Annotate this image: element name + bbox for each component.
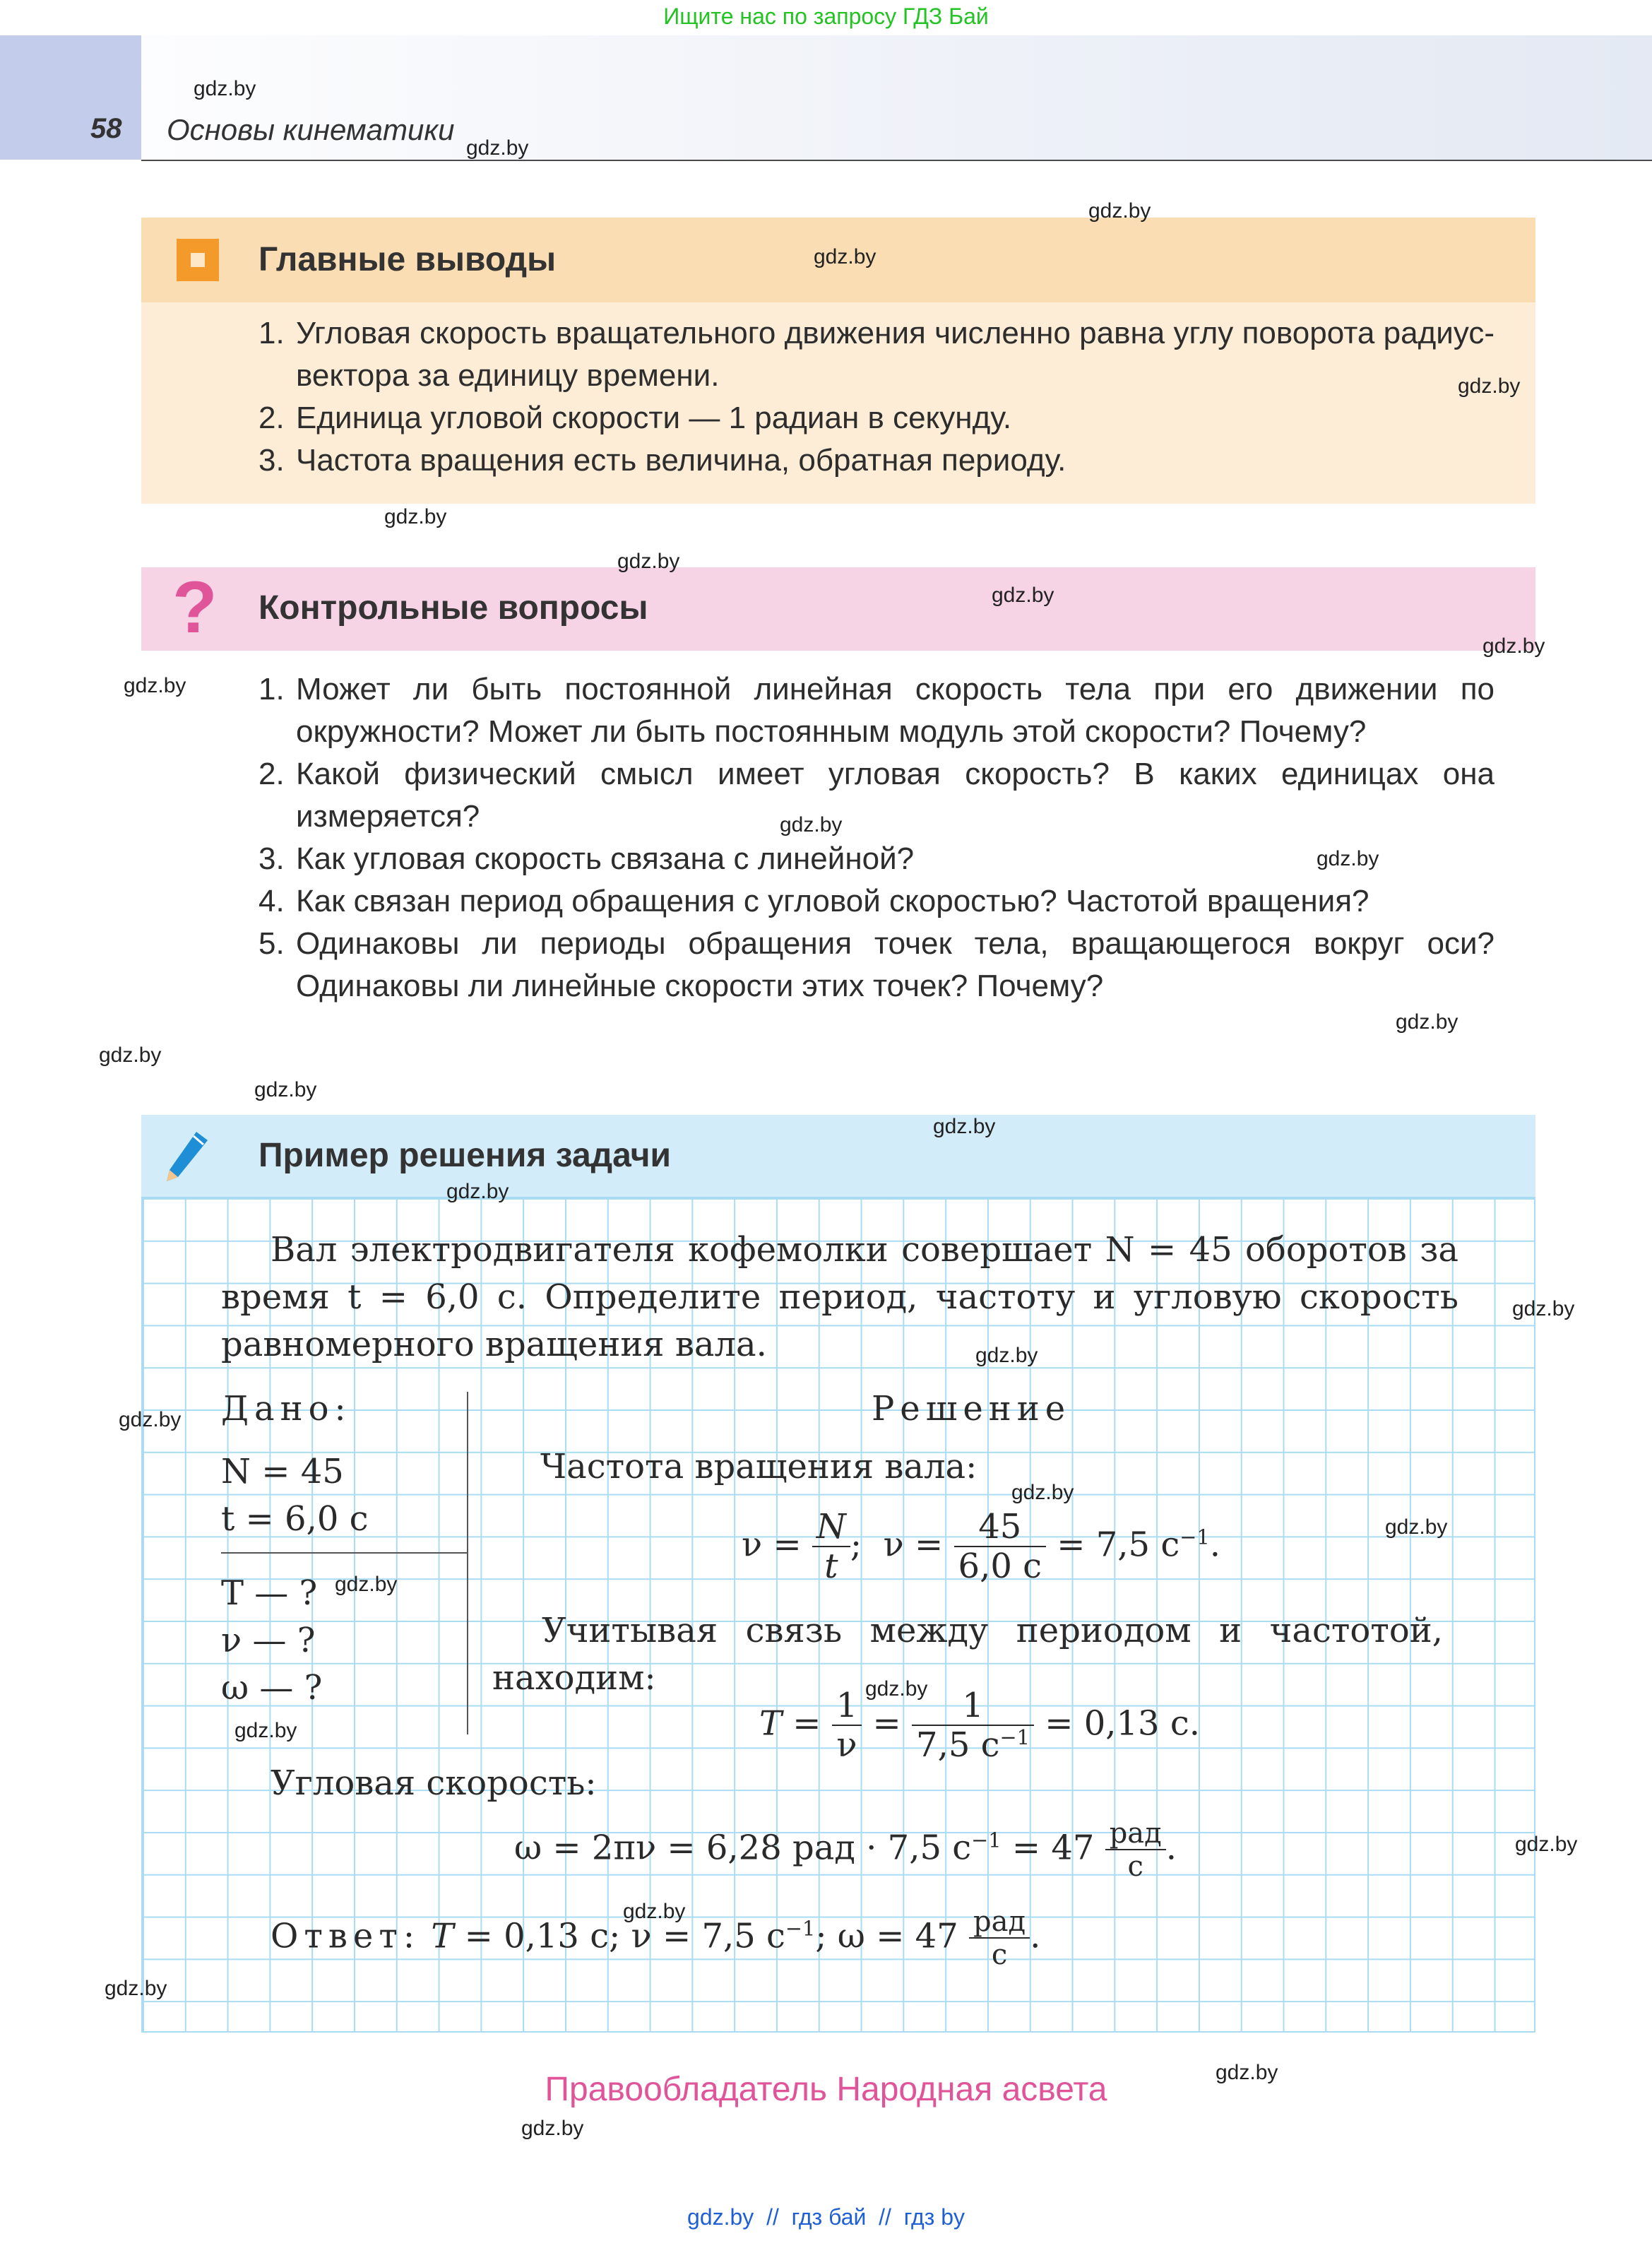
find-values bbox=[221, 1570, 322, 1712]
header-divider bbox=[141, 160, 1652, 161]
watermark: gdz.by bbox=[623, 1900, 686, 1923]
watermark: gdz.by bbox=[975, 1344, 1038, 1367]
watermark: gdz.by bbox=[617, 550, 680, 573]
main-conclusions-list bbox=[259, 312, 1494, 482]
watermark: gdz.by bbox=[105, 1977, 167, 2000]
list-item: 1. Угловая скорость вращательного движения численно равна углу поворота радиус-вектора за единицу времени. bbox=[259, 316, 1494, 393]
watermark: gdz.by bbox=[1216, 2061, 1278, 2084]
list-item: 3. Частота вращения есть величина, обратная периоду. bbox=[259, 443, 1066, 478]
watermark: gdz.by bbox=[124, 674, 186, 697]
watermark: gdz.by bbox=[254, 1078, 317, 1101]
formula-period: T = $\frac{1}{\nu}$ = $\frac{1}{7,5 с^{-1}}$ = 0,13 с. bbox=[759, 1686, 1200, 1765]
watermark: gdz.by bbox=[1512, 1297, 1575, 1320]
find-item: T — ? bbox=[221, 1573, 318, 1613]
page-number: 58 bbox=[90, 113, 122, 144]
watermark: gdz.by bbox=[446, 1180, 509, 1203]
example-title: Пример решения задачи bbox=[259, 1137, 672, 1174]
watermark: gdz.by bbox=[865, 1677, 928, 1701]
list-item: 5. Одинаковы ли периоды обращения точек тела, вращающегося вокруг оси? Одинаковы ли линейные скорости этих точек? Почему? bbox=[259, 926, 1494, 1003]
given-vertical-divider bbox=[467, 1392, 468, 1734]
watermark: gdz.by bbox=[933, 1115, 996, 1138]
step3-text: Угловая скорость: bbox=[271, 1763, 597, 1803]
list-item: 3. Как угловая скорость связана с линейной? bbox=[259, 841, 915, 876]
list-item: 4. Как связан период обращения с угловой скоростью? Частотой вращения? bbox=[259, 884, 1369, 918]
watermark: gdz.by bbox=[1088, 199, 1151, 223]
formula-frequency: ν = $\frac{N}{t}$ ; ν = $\frac{45}{6,0 с}$ = 7,5 $с^{-1}$. bbox=[742, 1507, 1220, 1586]
control-questions-list bbox=[259, 668, 1494, 1007]
watermark: gdz.by bbox=[814, 245, 876, 268]
watermark: gdz.by bbox=[992, 584, 1054, 607]
watermark: gdz.by bbox=[119, 1408, 182, 1431]
watermark: gdz.by bbox=[466, 136, 529, 160]
answer-label: Ответ: bbox=[271, 1916, 421, 1956]
footer-links[interactable]: gdz.by // гдз бай // гдз by bbox=[687, 2204, 965, 2230]
watermark: gdz.by bbox=[384, 505, 447, 528]
control-questions-header bbox=[141, 567, 1535, 651]
watermark: gdz.by bbox=[335, 1573, 398, 1596]
watermark: gdz.by bbox=[1482, 634, 1545, 658]
given-values bbox=[221, 1448, 369, 1543]
find-item: ν — ? bbox=[221, 1621, 316, 1660]
main-conclusions-title: Главные выводы bbox=[259, 241, 557, 278]
find-item: ω — ? bbox=[221, 1668, 323, 1708]
control-questions-title: Контрольные вопросы bbox=[259, 589, 648, 627]
pencil-icon bbox=[162, 1129, 212, 1185]
given-divider bbox=[221, 1552, 468, 1554]
watermark: gdz.by bbox=[1396, 1010, 1458, 1034]
watermark: gdz.by bbox=[234, 1719, 297, 1742]
answer-line: Ответ: T = 0,13 с; ν = 7,5 $с^{-1}$; ω = 47 $\frac{\text{рад}}{с}$ . bbox=[271, 1905, 1041, 1971]
given-item: t = 6,0 с bbox=[221, 1499, 369, 1539]
solution-label: Решение bbox=[872, 1389, 1071, 1429]
watermark: gdz.by bbox=[780, 813, 843, 836]
formula-angular-velocity: ω = 2πν = 6,28 рад · 7,5 $с^{-1} = 47$ $\frac{\text{рад}}{с}$ . bbox=[514, 1817, 1177, 1883]
given-label: Дано: bbox=[221, 1389, 352, 1429]
watermark: gdz.by bbox=[1317, 847, 1379, 870]
orange-square-icon bbox=[177, 239, 219, 281]
watermark: gdz.by bbox=[1458, 374, 1521, 398]
list-item: 2. Какой физический смысл имеет угловая скорость? В каких единицах она измеряется? bbox=[259, 757, 1494, 834]
running-title: Основы кинематики bbox=[167, 113, 455, 146]
watermark: gdz.by bbox=[99, 1043, 162, 1067]
question-mark-icon: ? bbox=[172, 567, 218, 649]
step2-text: Учитывая связь между периодом и частотой, находим: bbox=[492, 1611, 1443, 1698]
step1-text: Частота вращения вала: bbox=[540, 1447, 977, 1486]
given-item: N = 45 bbox=[221, 1452, 344, 1491]
list-item: 2. Единица угловой скорости — 1 радиан в секунду. bbox=[259, 401, 1012, 435]
watermark: gdz.by bbox=[1515, 1833, 1578, 1856]
top-banner[interactable]: Ищите нас по запросу ГДЗ Бай bbox=[663, 4, 989, 29]
watermark: gdz.by bbox=[521, 2117, 584, 2140]
problem-text: Вал электродвигателя кофемолки совершает N = 45 оборотов за время t = 6,0 с. Определите период, частоту и угловую скорость равномерного вращения вала. bbox=[221, 1230, 1458, 1364]
example-header bbox=[141, 1115, 1535, 1198]
watermark: gdz.by bbox=[1385, 1515, 1448, 1539]
list-item: 1. Может ли быть постоянной линейная скорость тела при его движении по окружности? Может ли быть постоянным модуль этой скорости? Почему? bbox=[259, 672, 1494, 749]
copyright: Правообладатель Народная асвета bbox=[545, 2071, 1107, 2108]
watermark: gdz.by bbox=[194, 77, 256, 100]
watermark: gdz.by bbox=[1011, 1481, 1074, 1504]
